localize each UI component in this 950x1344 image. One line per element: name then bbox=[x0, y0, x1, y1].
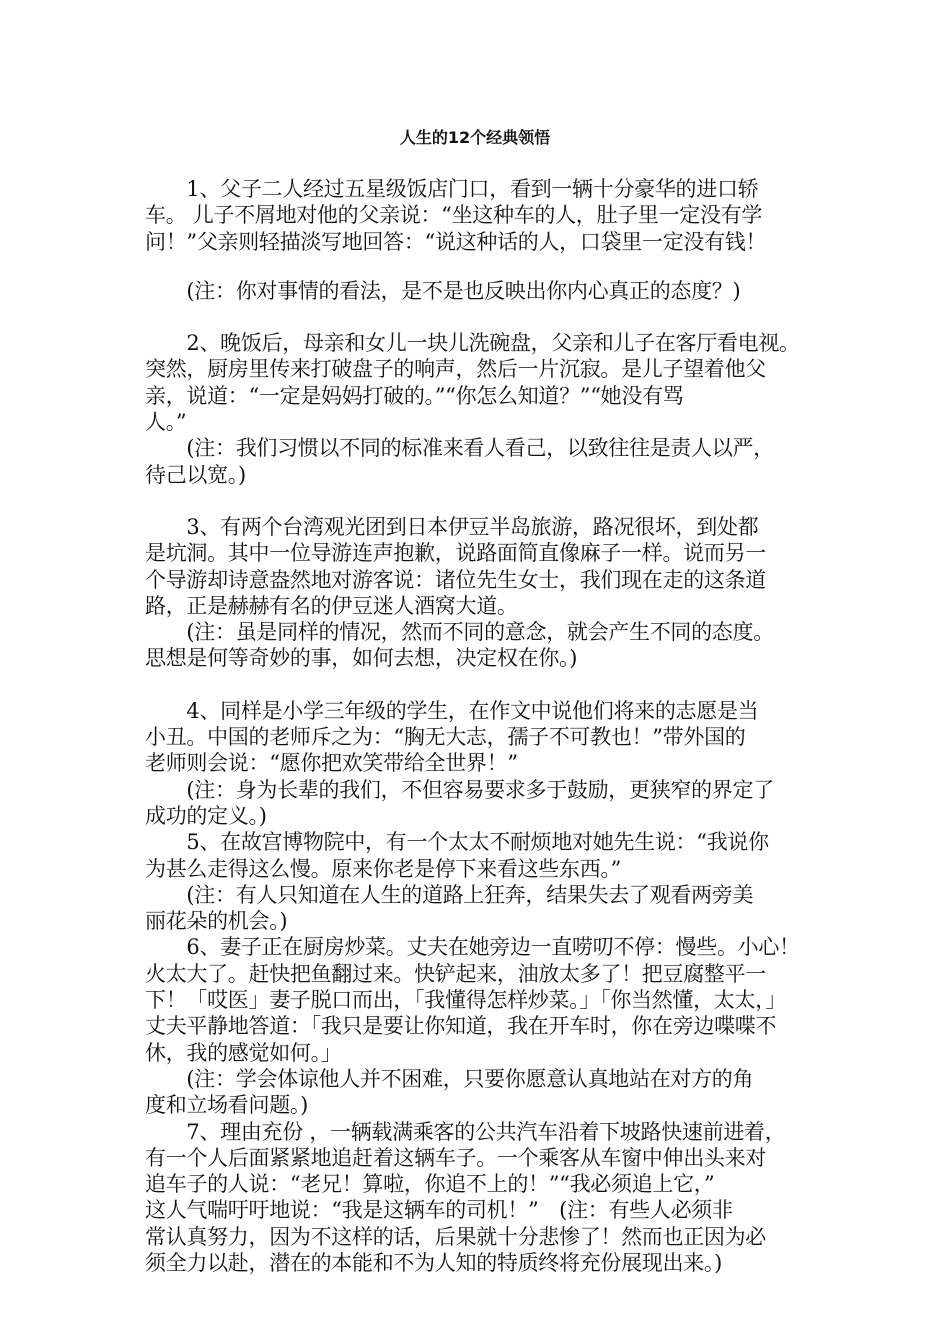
text-line: 个导游却诗意盎然地对游客说：诸位先生女士，我们现在走的这条道 bbox=[145, 567, 766, 592]
paragraph-3 bbox=[145, 514, 825, 672]
text-line: 这人气喘吁吁地说：“我是这辆车的司机！” (注：有些人必须非 bbox=[145, 1198, 733, 1223]
text-line: (注：身为长辈的我们，不但容易要求多于鼓励，更狭窄的界定了 bbox=[145, 777, 774, 802]
text-line: (注：虽是同样的情况，然而不同的意念，就会产生不同的态度。 bbox=[145, 620, 774, 645]
text-line: 老师则会说：“愿你把欢笑带给全世界！” bbox=[145, 751, 518, 776]
paragraph-2 bbox=[145, 330, 825, 435]
text-line: 丽花朵的机会。) bbox=[145, 909, 288, 934]
paragraph-1 bbox=[145, 176, 825, 255]
text-line: 5、在故宫博物院中，有一个太太不耐烦地对她先生说：“我说你 bbox=[145, 830, 769, 855]
document-body bbox=[145, 176, 825, 1276]
text-line: 度和立场看问题。) bbox=[145, 1093, 308, 1118]
text-line: 有一个人后面紧紧地追赶着这辆车子。一个乘客从车窗中伸出头来对 bbox=[145, 1145, 766, 1170]
text-line: 常认真努力，因为不这样的话，后果就十分悲惨了！然而也正因为必 bbox=[145, 1224, 766, 1249]
text-line: (注：我们习惯以不同的标准来看人看己，以致往往是责人以严， bbox=[145, 436, 774, 461]
text-line: 火太大了。赶快把鱼翻过来。快铲起来，油放太多了！把豆腐整平一 bbox=[145, 961, 766, 986]
text-line: 是坑洞。其中一位导游连声抱歉，说路面简直像麻子一样。说而另一 bbox=[145, 541, 766, 566]
text-line: 下！「哎医」妻子脱口而出，「我懂得怎样炒菜。」「你当然懂，太太，」 bbox=[145, 988, 787, 1013]
text-line: 4、同样是小学三年级的学生，在作文中说他们将来的志愿是当 bbox=[145, 698, 759, 723]
text-line: 人。” bbox=[145, 410, 187, 435]
text-line: 小丑。中国的老师斥之为：“胸无大志，孺子不可教也！”带外国的 bbox=[145, 725, 746, 750]
text-line: 待己以宽。) bbox=[145, 462, 246, 487]
text-line: 为甚么走得这么慢。原来你老是停下来看这些东西。” bbox=[145, 856, 622, 881]
text-line: (注：有人只知道在人生的道路上狂奔，结果失去了观看两旁美 bbox=[145, 882, 754, 907]
text-line: 路，正是赫赫有名的伊豆迷人酒窝大道。 bbox=[145, 593, 518, 618]
text-line: 3、有两个台湾观光团到日本伊豆半岛旅游，路况很坏，到处都 bbox=[145, 514, 759, 539]
text-line: 思想是何等奇妙的事，如何去想，决定权在你。) bbox=[145, 646, 578, 671]
text-line: 1、父子二人经过五星级饭店门口，看到一辆十分豪华的进口轿 bbox=[145, 177, 759, 201]
document-title: 人生的12个经典领悟 bbox=[399, 128, 551, 147]
text-line: 须全力以赴，潜在的本能和不为人知的特质终将充份展现出来。) bbox=[145, 1250, 722, 1275]
text-line: 车。 儿子不屑地对他的父亲说：“坐这种车的人，肚子里一定没有学 bbox=[145, 203, 763, 228]
text-line: 2、晚饭后，母亲和女儿一块儿洗碗盘，父亲和儿子在客厅看电视。 bbox=[145, 331, 800, 356]
paragraph-4-to-7 bbox=[145, 698, 825, 1277]
text-line: 6、妻子正在厨房炒菜。丈夫在她旁边一直唠叨不停：慢些。小心！ bbox=[145, 935, 800, 960]
text-line: 丈夫平静地答道：「我只是要让你知道，我在开车时，你在旁边喋喋不 bbox=[145, 1014, 777, 1039]
paragraph-note-1 bbox=[145, 278, 825, 304]
text-line: (注：学会体谅他人并不困难，只要你愿意认真地站在对方的角 bbox=[145, 1066, 754, 1091]
text-line: 休，我的感觉如何。」 bbox=[145, 1040, 342, 1065]
text-line: 7、理由充份 ，一辆载满乘客的公共汽车沿着下坡路快速前进着， bbox=[145, 1119, 786, 1144]
text-line: 成功的定义。) bbox=[145, 803, 267, 828]
text-line: (注：你对事情的看法，是不是也反映出你内心真正的态度？) bbox=[145, 278, 741, 303]
text-line: 追车子的人说：“老兄！算啦，你追不上的！”“我必须追上它，” bbox=[145, 1172, 715, 1197]
text-line: 问！”父亲则轻描淡写地回答：“说这种话的人，口袋里一定没有钱！ bbox=[145, 229, 767, 254]
paragraph-note-2 bbox=[145, 435, 825, 488]
text-line: 亲，说道：“一定是妈妈打破的。”“你怎么知道？”“她没有骂 bbox=[145, 383, 684, 408]
text-line: 突然，厨房里传来打破盘子的响声，然后一片沉寂。是儿子望着他父 bbox=[145, 357, 766, 382]
